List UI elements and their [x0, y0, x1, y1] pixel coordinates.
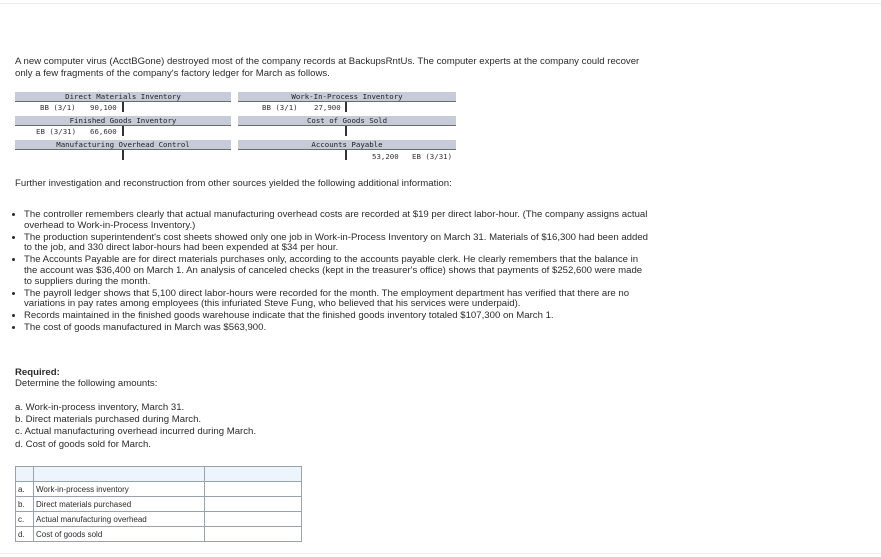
intro-text: A new computer virus (AcctBGone) destroyed most of the company records at BackupsRntUs. The computer experts at the company could recover only a few fragments of the company's factory ledger for March as follows.	[15, 56, 640, 79]
ledger-dm-value: 90,100	[90, 103, 117, 112]
list-item: • Records maintained in the finished goods warehouse indicate that the finished goods inventory totaled $107,300 on March 1.	[24, 311, 652, 322]
ledger-ap-label: EB (3/31)	[412, 152, 453, 161]
list-item: • The controller remembers clearly that actual manufacturing overhead costs are recorded at $19 per direct labor-hour. (The company assigns actual overhead to Work-in-Process Inventory.)	[24, 210, 652, 232]
ledger-wip-label: BB (3/1)	[262, 103, 298, 112]
ledger-dm-divider	[122, 102, 124, 112]
ledger-ap-value: 53,200	[372, 152, 399, 161]
ledger-cogs-divider	[345, 126, 347, 136]
ledger-moh-title: Manufacturing Overhead Control	[15, 140, 231, 150]
top-divider	[0, 3, 881, 4]
answer-input-a[interactable]	[207, 483, 299, 496]
row-letter: a.	[16, 482, 34, 497]
further-info-text: Further investigation and reconstruction from other sources yielded the following additional information:	[15, 178, 452, 189]
required-heading: Required:	[15, 367, 60, 378]
answer-input-b[interactable]	[207, 498, 299, 511]
table-row	[16, 512, 302, 527]
ledger-fg-value: 66,600	[90, 127, 117, 136]
row-label: Actual manufacturing overhead	[34, 512, 205, 527]
ledger-ap-title: Accounts Payable	[238, 140, 456, 150]
ledger-wip-title: Work-In-Process Inventory	[238, 92, 456, 102]
ledger-ap-divider	[345, 150, 347, 160]
required-item: c. Actual manufacturing overhead incurred during March.	[15, 426, 257, 438]
info-bullet-list	[12, 210, 652, 335]
required-items	[15, 402, 256, 451]
table-row	[16, 482, 302, 497]
ledger-fg-label: EB (3/31)	[36, 127, 77, 136]
ledger-wip-value: 27,900	[314, 103, 341, 112]
list-item: • The Accounts Payable are for direct materials purchases only, according to the accounts payable clerk. He clearly remembers that the balance in the account was $36,400 on March 1. An analysis of canceled checks (kept in the treasurer's office) shows that payments of $252,600 were made to suppliers during the month.	[24, 255, 652, 287]
answer-header-cell	[205, 467, 302, 482]
required-instruction: Determine the following amounts:	[15, 378, 158, 389]
ledger-dm-label: BB (3/1)	[40, 103, 76, 112]
row-label: Direct materials purchased	[34, 497, 205, 512]
answer-table	[15, 466, 302, 542]
row-label: Work-in-process inventory	[34, 482, 205, 497]
list-item: • The payroll ledger shows that 5,100 direct labor-hours were recorded for the month. The employment department has verified that there are no variations in pay rates among employees (this infuriated Steve Fung, who believed that his services were underpaid).	[24, 289, 652, 311]
answer-table-header	[16, 467, 302, 482]
ledger-moh-divider	[122, 150, 124, 160]
table-row	[16, 527, 302, 542]
row-letter: d.	[16, 527, 34, 542]
ledger-cogs-title: Cost of Goods Sold	[238, 116, 456, 126]
table-row	[16, 497, 302, 512]
ledger-wip-divider	[345, 102, 347, 112]
ledger-dm-title: Direct Materials Inventory	[15, 92, 231, 102]
bottom-divider	[0, 553, 881, 554]
required-item: d. Cost of goods sold for March.	[15, 438, 151, 450]
list-item: • The cost of goods manufactured in March was $563,900.	[24, 323, 652, 334]
ledger-fg-divider	[122, 126, 124, 136]
ledger-fg-title: Finished Goods Inventory	[15, 116, 231, 126]
row-letter: b.	[16, 497, 34, 512]
row-letter: c.	[16, 512, 34, 527]
row-label: Cost of goods sold	[34, 527, 205, 542]
answer-input-d[interactable]	[207, 528, 299, 541]
required-item: b. Direct materials purchased during March.	[15, 414, 202, 426]
list-item: • The production superintendent's cost sheets showed only one job in Work-in-Process Inventory on March 31. Materials of $16,300 had been added to the job, and 330 direct labor-hours had been expended at $34 per hour.	[24, 233, 652, 255]
answer-input-c[interactable]	[207, 513, 299, 526]
required-item: a. Work-in-process inventory, March 31.	[15, 402, 185, 413]
